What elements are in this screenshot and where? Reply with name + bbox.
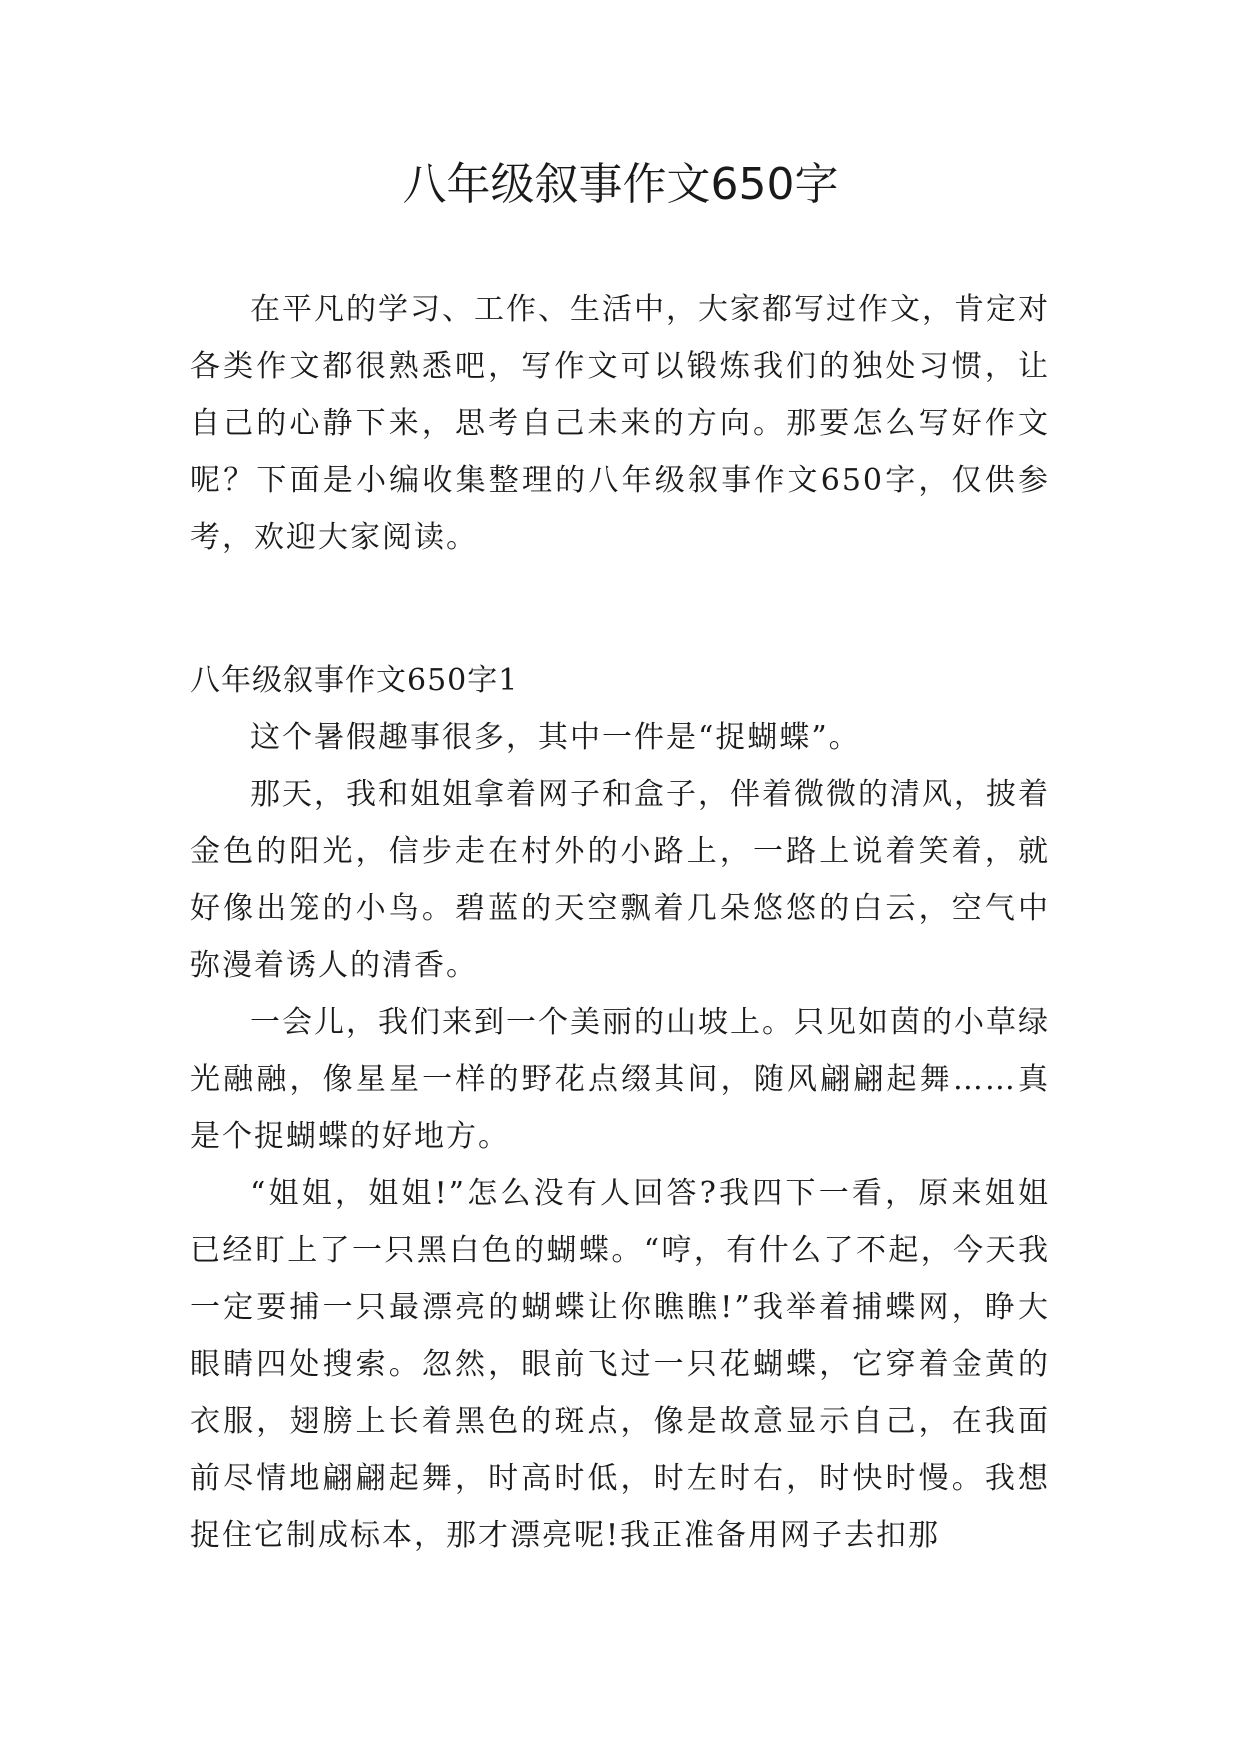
body-paragraph-2: 那天，我和姐姐拿着网子和盒子，伴着微微的清风，披着金色的阳光，信步走在村外的小路上，一路上说着笑着，就好像出笼的小鸟。碧蓝的天空飘着几朵悠悠的白云，空气中弥漫着诱人的清香。: [190, 777, 1050, 983]
document-body: [190, 281, 1050, 1564]
body-paragraph-3: 一会儿，我们来到一个美丽的山坡上。只见如茵的小草绿光融融，像星星一样的野花点缀其间，随风翩翩起舞……真是个捉蝴蝶的好地方。: [190, 1005, 1050, 1154]
document-title: 八年级叙事作文650字: [402, 159, 839, 210]
section-heading: 八年级叙事作文650字1: [190, 663, 519, 698]
body-paragraph-1: 这个暑假趣事很多，其中一件是“捉蝴蝶”。: [250, 720, 861, 755]
body-paragraph-4: “姐姐，姐姐!”怎么没有人回答?我四下一看，原来姐姐已经盯上了一只黑白色的蝴蝶。“哼，有什么了不起，今天我一定要捕一只最漂亮的蝴蝶让你瞧瞧!”我举着捕蝶网，睁大眼睛四处搜索。忽然，眼前飞过一只花蝴蝶，它穿着金黄的衣服，翅膀上长着黑色的斑点，像是故意显示自己，在我面前尽情地翩翩起舞，时高时低，时左时右，时快时慢。我想捉住它制成标本，那才漂亮呢!我正准备用网子去扣那: [190, 1176, 1050, 1553]
intro-paragraph: 在平凡的学习、工作、生活中，大家都写过作文，肯定对各类作文都很熟悉吧，写作文可以锻炼我们的独处习惯，让自己的心静下来，思考自己未来的方向。那要怎么写好作文呢？下面是小编收集整理的八年级叙事作文650字，仅供参考，欢迎大家阅读。: [190, 292, 1050, 555]
